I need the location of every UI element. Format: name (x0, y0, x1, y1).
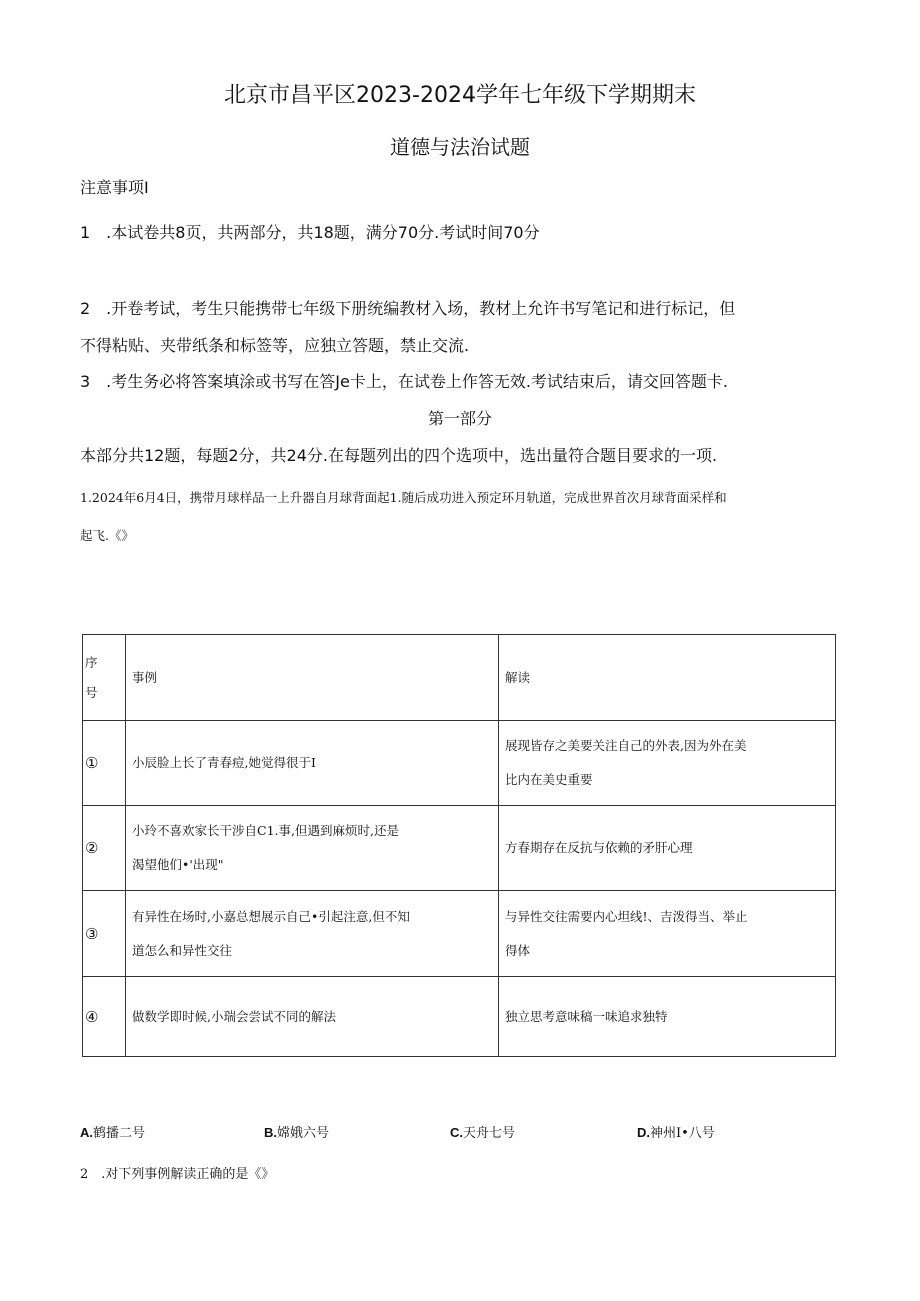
header-number-line2: 号 (85, 684, 98, 700)
notice-heading: 注意事项I (80, 178, 149, 197)
row-interpretation-line: 独立思考意味稿一味追求独特 (505, 1008, 668, 1024)
header-example-cell: 事例 (126, 635, 499, 721)
row-number: ① (83, 721, 126, 806)
row-interpretation-line: 得体 (505, 942, 531, 958)
header-number-line1: 序 (85, 654, 98, 670)
option-d-text: 神州I•八号 (650, 1126, 715, 1141)
table-row (83, 721, 836, 806)
row-number: ④ (83, 977, 126, 1057)
option-d (637, 1122, 715, 1141)
row-number: ③ (83, 891, 126, 977)
row-interpretation (499, 977, 836, 1057)
row-example (126, 721, 499, 806)
events-table (82, 634, 836, 1057)
exam-title-line2: 道德与法治试题 (390, 135, 530, 159)
part-heading: 第一部分 (427, 409, 492, 428)
row-example-line: 有异性在场时,小嘉总想展示自己•引起注意,但不知 (132, 908, 410, 924)
notice-item-3: 3 .考生务必将答案填涂或书写在答Je卡上，在试卷上作答无效.考试结束后，请交回答题卡. (80, 372, 729, 391)
header-number-cell (83, 635, 126, 721)
table-header-row (83, 635, 836, 721)
table-row (83, 977, 836, 1057)
option-c-text: 天舟七号 (463, 1126, 516, 1141)
option-b-text: 嫦娥六号 (277, 1126, 330, 1141)
row-example-line: 小辰脸上长了青春痘,她觉得很于I (132, 755, 316, 770)
row-interpretation-line: 与异性交往需要内心坦线!、吉泼得当、举止 (505, 908, 748, 924)
row-example-line: 做数学即时候,小瑞会尝试不同的解法 (132, 1008, 336, 1024)
row-example-line: 道怎么和异性交往 (132, 942, 233, 958)
row-interpretation-line: 展现皆存之美要关注自己的外表,因为外在美 (505, 738, 747, 753)
question-2-stem: 2 .对下列事例解读正确的是《》 (80, 1167, 275, 1182)
part-intro: 本部分共12题，每题2分，共24分.在每题列出的四个选项中，选出量符合题目要求的一项. (80, 446, 718, 465)
row-interpretation-line: 方春期存在反抗与依赖的矛肝心理 (505, 840, 693, 855)
option-a-text: 鹤播二号 (93, 1126, 146, 1141)
row-interpretation-line: 比内在美史重要 (505, 772, 593, 787)
row-example (126, 806, 499, 891)
row-interpretation (499, 891, 836, 977)
notice-item-2: 2 .开卷考试，考生只能携带七年级下册统编教材入场，教材上允许书写笔记和进行标记，但 (80, 299, 736, 318)
option-c (450, 1122, 515, 1141)
row-interpretation (499, 721, 836, 806)
notice-item-2-continued: 不得粘贴、夹带纸条和标签等，应独立答题，禁止交流. (80, 336, 470, 355)
table-row (83, 806, 836, 891)
notice-item-1: 1 .本试卷共8页，共两部分，共18题，满分70分.考试时间70分 (80, 223, 540, 242)
option-a (80, 1122, 145, 1141)
row-example (126, 891, 499, 977)
row-example (126, 977, 499, 1057)
header-interpretation-cell: 解读 (499, 635, 836, 721)
row-example-line: 小玲不喜欢家长干涉自C1.事,但遇到麻烦时,还是 (132, 823, 399, 838)
row-number: ② (83, 806, 126, 891)
exam-title-line1: 北京市昌平区2023-2024学年七年级下学期期末 (224, 83, 696, 108)
table-row (83, 891, 836, 977)
option-a-letter: A. (80, 1125, 93, 1140)
question-1-stem-continued: 起飞.《》 (80, 528, 134, 543)
option-b (264, 1122, 329, 1141)
row-example-line: 渴望他们•'出现" (132, 857, 224, 872)
option-d-letter: D. (637, 1125, 650, 1140)
row-interpretation (499, 806, 836, 891)
question-1-stem: 1.2024年6月4日，携带月球样品一上升器自月球背面起1.随后成功进入预定环月轨道，完成世界首次月球背面采样和 (80, 490, 727, 505)
option-b-letter: B. (264, 1125, 277, 1140)
option-c-letter: C. (450, 1125, 463, 1140)
